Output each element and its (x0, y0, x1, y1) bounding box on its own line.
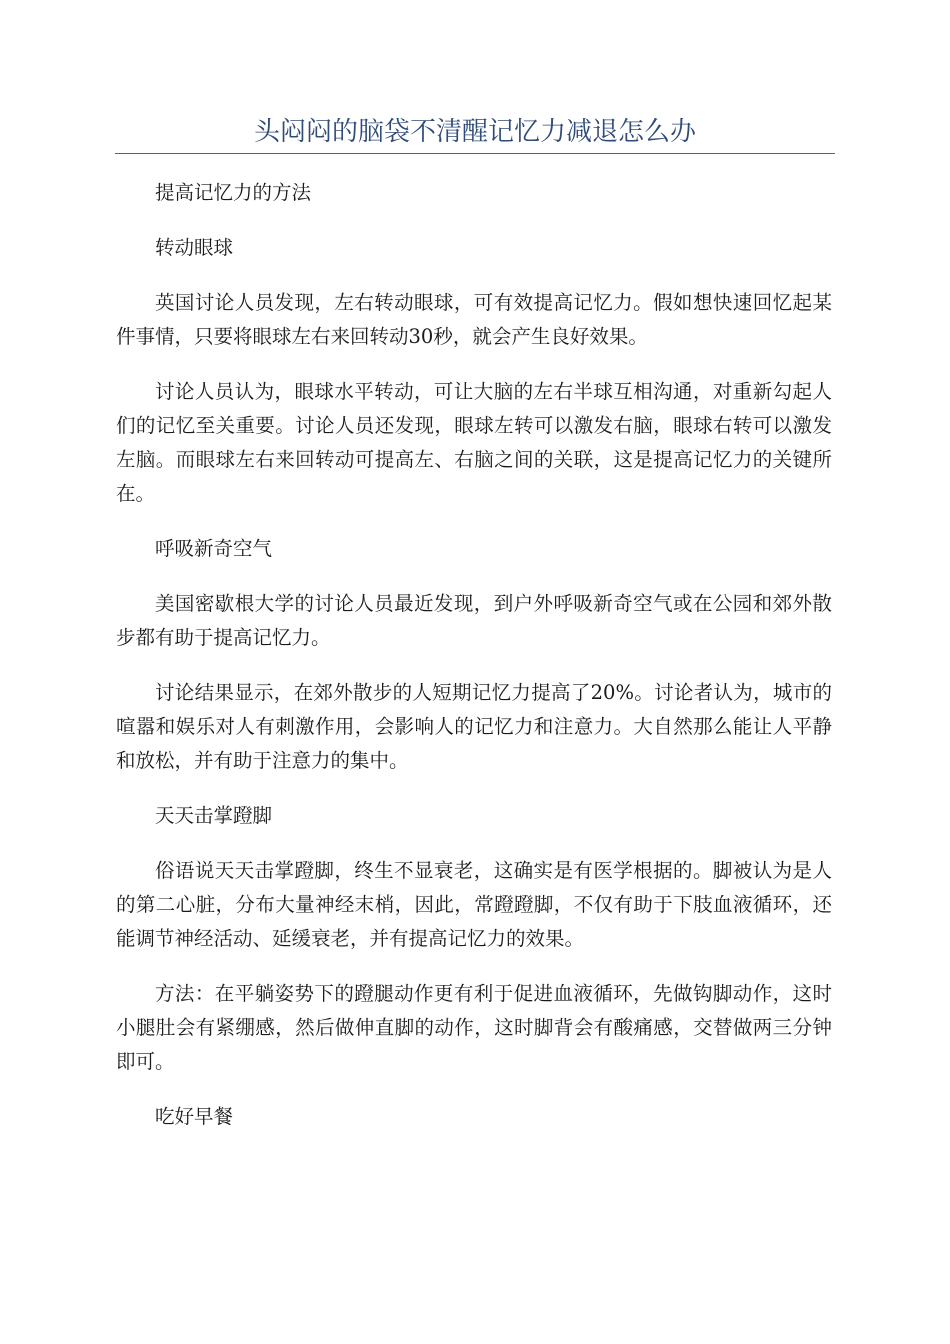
body-paragraph: 讨论人员认为，眼球水平转动，可让大脑的左右半球互相沟通，对重新勾起人们的记忆至关重要。讨论人员还发现，眼球左转可以激发右脑，眼球右转可以激发左脑。而眼球左右来回转动可提高左、右脑之间的关联，这是提高记忆力的关键所在。 (116, 380, 832, 505)
subsection-heading: 天天击掌蹬脚 (155, 804, 273, 827)
title-underline (115, 153, 835, 154)
body-paragraph: 美国密歇根大学的讨论人员最近发现，到户外呼吸新奇空气或在公园和郊外散步都有助于提高记忆力。 (116, 592, 832, 649)
body-paragraph: 俗语说天天击掌蹬脚，终生不显衰老，这确实是有医学根据的。脚被认为是人的第二心脏，分布大量神经末梢，因此，常蹬蹬脚，不仅有助于下肢血液循环，还能调节神经活动、延缓衰老，并有提高记忆力的效果。 (116, 859, 832, 950)
page-title: 头闷闷的脑袋不清醒记忆力减退怎么办 (253, 117, 696, 147)
subsection-heading: 转动眼球 (155, 236, 234, 259)
body-paragraph: 方法：在平躺姿势下的蹬腿动作更有利于促进血液循环，先做钩脚动作，这时小腿肚会有紧绷感，然后做伸直脚的动作，这时脚背会有酸痛感，交替做两三分钟即可。 (116, 982, 832, 1073)
subsection-heading: 呼吸新奇空气 (155, 537, 273, 560)
section-heading: 提高记忆力的方法 (155, 181, 312, 204)
body-paragraph: 英国讨论人员发现，左右转动眼球，可有效提高记忆力。假如想快速回忆起某件事情，只要将眼球左右来回转动30秒，就会产生良好效果。 (116, 291, 832, 348)
body-paragraph: 讨论结果显示，在郊外散步的人短期记忆力提高了20%。讨论者认为，城市的喧嚣和娱乐对人有刺激作用，会影响人的记忆力和注意力。大自然那么能让人平静和放松，并有助于注意力的集中。 (116, 681, 832, 772)
document-body (116, 176, 832, 1155)
subsection-heading: 吃好早餐 (155, 1105, 234, 1128)
